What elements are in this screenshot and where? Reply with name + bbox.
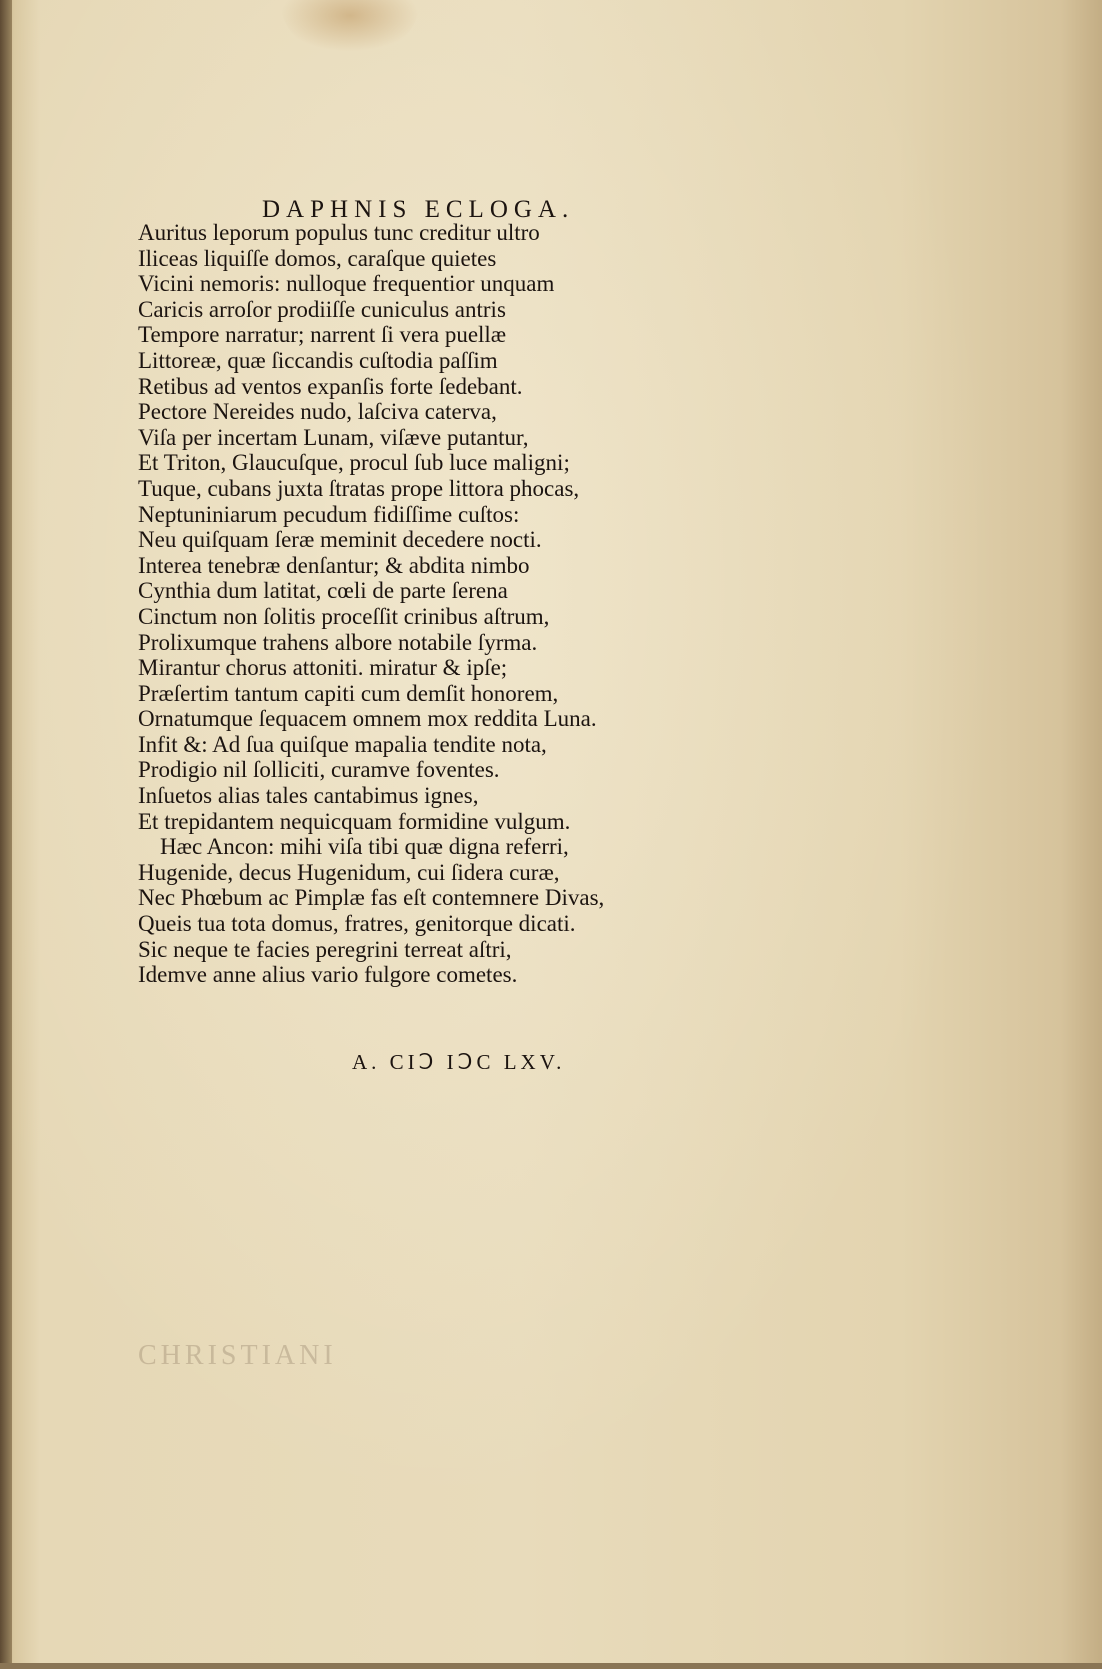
- poem-line: Sic neque te facies peregrini terreat aſtri,: [138, 936, 512, 962]
- paper-stain: [280, 0, 420, 52]
- poem-line: Præſertim tantum capiti cum demſit honorem,: [138, 680, 559, 706]
- poem-line: Idemve anne alius vario fulgore cometes.: [138, 962, 518, 988]
- poem-line: Neptuniniarum pecudum fidiſſime cuſtos:: [138, 501, 520, 527]
- page-bottom-edge: [0, 1663, 1102, 1669]
- poem-line: Vicini nemoris: nulloque frequentior unquam: [138, 271, 555, 297]
- poem-line: Interea tenebræ denſantur; & abdita nimbo: [138, 552, 530, 578]
- poem-line: Hugenide, decus Hugenidum, cui ſidera curæ,: [138, 859, 560, 885]
- poem-line: Caricis arroſor prodiiſſe cuniculus antris: [138, 296, 506, 322]
- poem-line: Viſa per incertam Lunam, viſæve putantur,: [138, 424, 529, 450]
- poem-line: Iliceas liquiſſe domos, caraſque quietes: [138, 245, 497, 271]
- poem-lines: [138, 220, 604, 988]
- poem-line: Cynthia dum latitat, cœli de parte ſerena: [138, 578, 508, 604]
- poem-line: Inſuetos alias tales cantabimus ignes,: [138, 783, 479, 809]
- poem-line: Auritus leporum populus tunc creditur ultro: [138, 220, 540, 245]
- poem-line: Hæc Ancon: mihi viſa tibi quæ digna referri,: [160, 834, 569, 860]
- poem-line: Nec Phœbum ac Pimplæ fas eſt contemnere Divas,: [138, 885, 605, 911]
- poem-line: Littoreæ, quæ ſiccandis cuſtodia paſſim: [138, 347, 498, 373]
- poem-line: Cinctum non ſolitis proceſſit crinibus aſtrum,: [138, 603, 550, 629]
- colophon-date: A. CIↃ IↃC LXV.: [352, 1050, 566, 1074]
- page-binding-edge: [0, 0, 12, 1669]
- poem-line: Queis tua tota domus, fratres, genitorque dicati.: [138, 911, 576, 937]
- bleed-through-stamp: CHRISTIANI: [138, 1340, 337, 1371]
- poem-line: Ornatumque ſequacem omnem mox reddita Luna.: [138, 706, 597, 732]
- poem-line: Pectore Nereides nudo, laſciva caterva,: [138, 399, 497, 425]
- poem-line: Retibus ad ventos expanſis forte ſedebant.: [138, 373, 523, 399]
- poem-line: Prodigio nil ſolliciti, curamve foventes.: [138, 757, 500, 783]
- poem-line: Tuque, cubans juxta ſtratas prope littora phocas,: [138, 475, 580, 501]
- poem-line: Et trepidantem nequicquam formidine vulgum.: [138, 808, 571, 834]
- poem-line: Tempore narratur; narrent ſi vera puellæ: [138, 322, 507, 348]
- poem-line: Prolixumque trahens albore notabile ſyrma.: [138, 629, 538, 655]
- poem-line: Mirantur chorus attoniti. miratur & ipſe;: [138, 655, 508, 681]
- poem-line: Infit &: Ad ſua quiſque mapalia tendite nota,: [138, 731, 547, 757]
- poem-title: DAPHNIS ECLOGA.: [262, 196, 575, 223]
- poem-line: Et Triton, Glaucuſque, procul ſub luce maligni;: [138, 450, 570, 476]
- poem-line: Neu quiſquam ſeræ meminit decedere nocti.: [138, 527, 542, 553]
